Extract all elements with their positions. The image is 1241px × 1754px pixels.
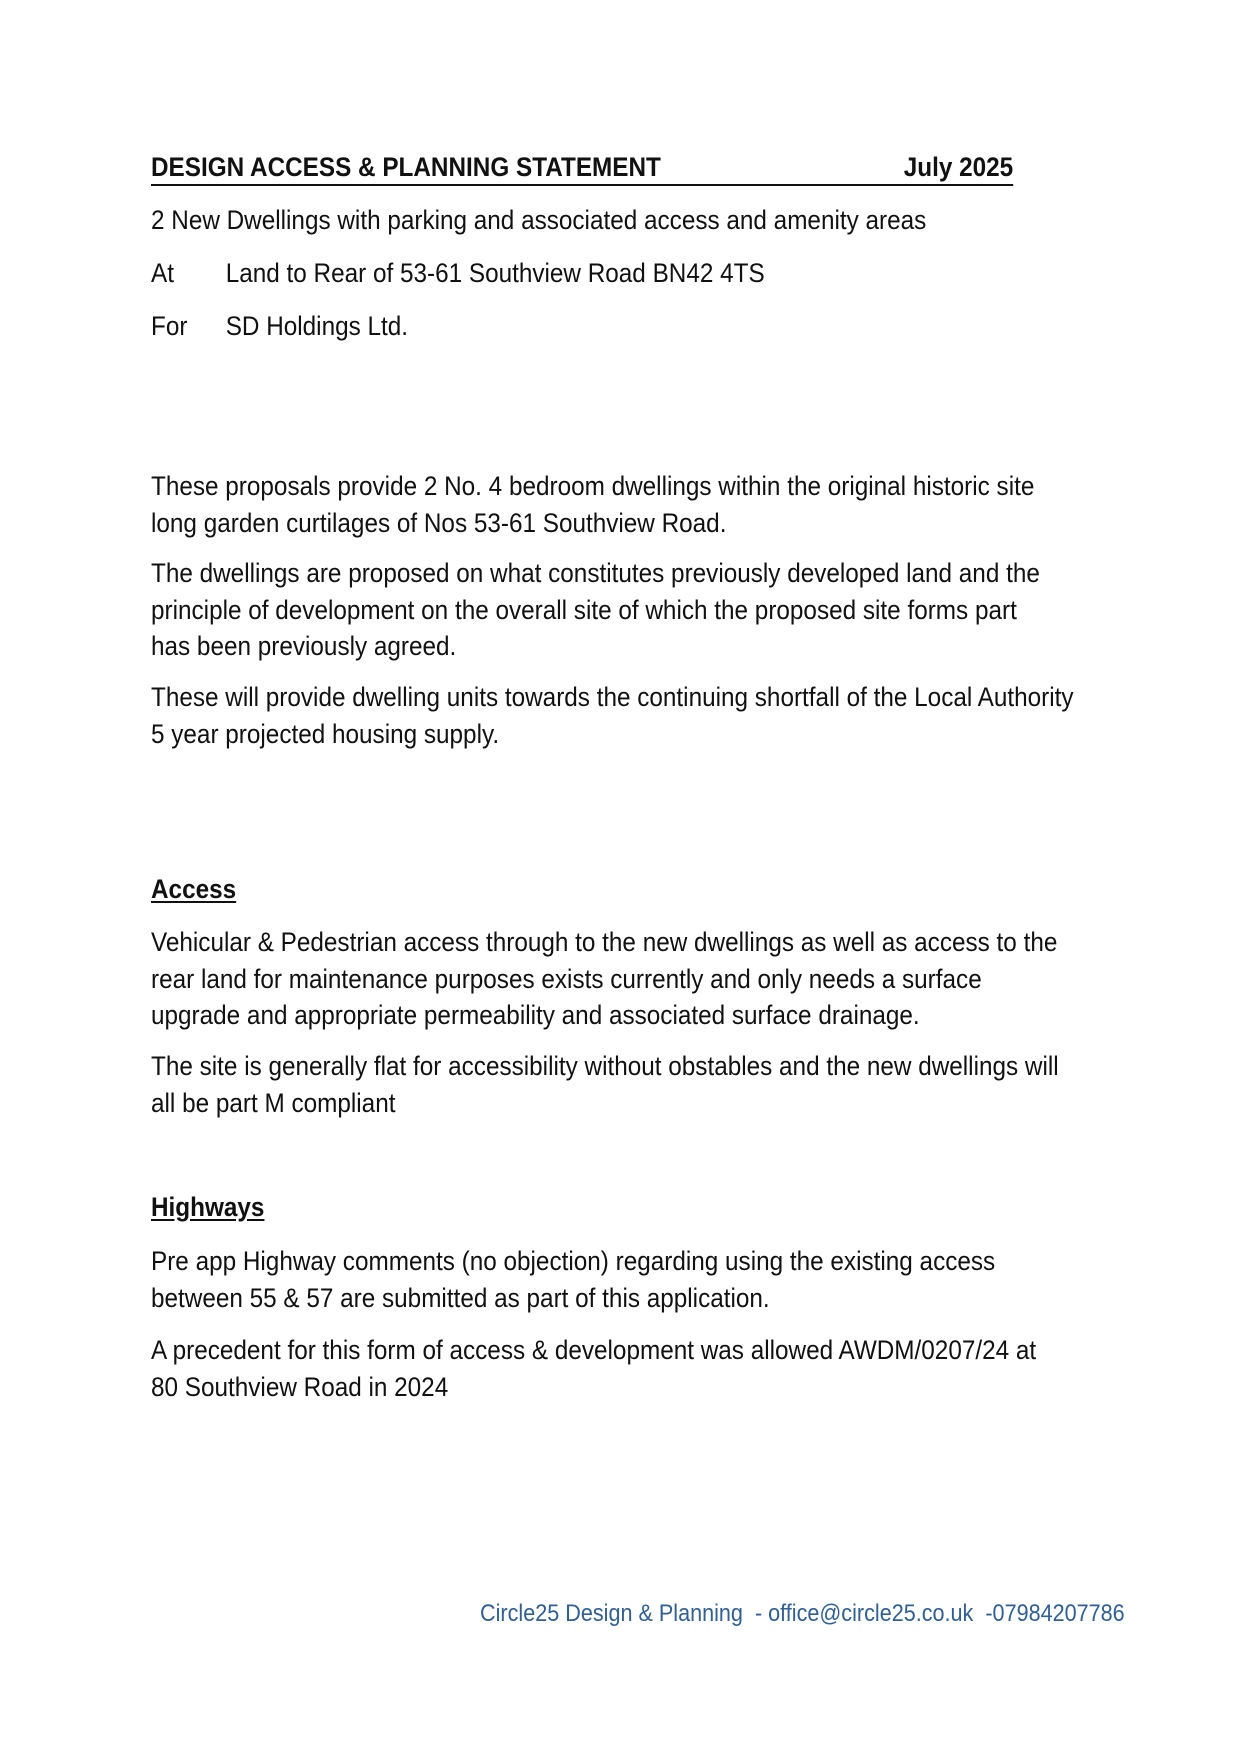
project-description: 2 New Dwellings with parking and associated access and amenity areas bbox=[151, 205, 927, 235]
site-address-row bbox=[151, 255, 1051, 291]
highways-paragraph-2: A precedent for this form of access & development was allowed AWDM/0207/24 at 80 Southview Road in 2024 bbox=[151, 1335, 1037, 1402]
access-paragraph-2: The site is generally flat for accessibility without obstables and the new dwellings will all be part M compliant bbox=[151, 1051, 1059, 1118]
access-heading: Access bbox=[151, 874, 237, 904]
document-header bbox=[151, 150, 1013, 186]
at-label: At bbox=[151, 258, 174, 288]
site-address: Land to Rear of 53-61 Southview Road BN42 4TS bbox=[225, 258, 765, 288]
footer-contact: Circle25 Design & Planning - office@circle25.co.uk -07984207786 bbox=[480, 1600, 1125, 1627]
for-label: For bbox=[151, 311, 188, 341]
client-name: SD Holdings Ltd. bbox=[225, 311, 409, 341]
document-title: DESIGN ACCESS & PLANNING STATEMENT bbox=[151, 152, 661, 182]
highways-heading: Highways bbox=[151, 1192, 265, 1222]
document-date: July 2025 bbox=[903, 152, 1014, 182]
client-row bbox=[151, 308, 1051, 344]
summary-paragraph-1: These proposals provide 2 No. 4 bedroom dwellings within the original historic site long garden curtilages of Nos 53-61 Southview Road. bbox=[151, 471, 1035, 538]
summary-paragraph-3: These will provide dwelling units towards the continuing shortfall of the Local Authority 5 year projected housing supply. bbox=[151, 682, 1074, 749]
highways-paragraph-1: Pre app Highway comments (no objection) regarding using the existing access between 55 & 57 are submitted as part of this application. bbox=[151, 1246, 996, 1313]
summary-paragraph-2: The dwellings are proposed on what constitutes previously developed land and the principle of development on the overall site of which the proposed site forms part has been previously agreed. bbox=[151, 558, 1040, 661]
access-paragraph-1: Vehicular & Pedestrian access through to the new dwellings as well as access to the rear land for maintenance purposes exists currently and only needs a surface upgrade and appropriate permeability and associated surface drainage. bbox=[151, 927, 1058, 1030]
